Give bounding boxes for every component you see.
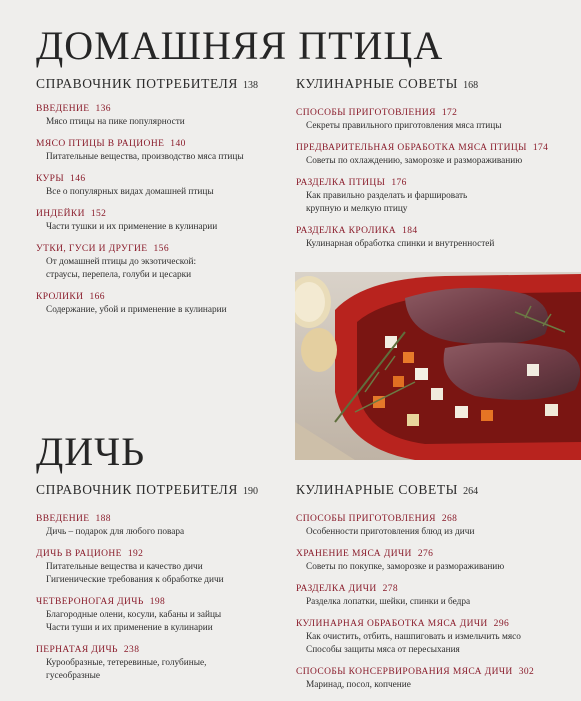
toc-entry-page: 146 [70,174,86,184]
poultry-consumer-page: 138 [243,80,259,91]
apple-half-icon [301,328,337,372]
toc-entry-page: 136 [95,104,111,114]
toc-entry-page: 278 [382,584,399,594]
toc-entry-page: 198 [149,597,166,607]
game-consumer-heading [36,482,258,498]
poultry-culinary-list [296,107,548,260]
roast-dish-photo [295,272,581,460]
toc-entry-title: ХРАНЕНИЕ МЯСА ДИЧИ [296,549,412,559]
toc-entry-title: КРОЛИКИ [36,292,84,302]
toc-entry-description: Курообразные, тетеревиные, голубиные, [46,658,207,668]
toc-entry-title: ВВЕДЕНИЕ [36,514,90,524]
toc-entry-heading [296,548,534,561]
toc-entry [36,644,224,683]
toc-entry-heading [36,103,244,116]
toc-entry-title: СПОСОБЫ ПРИГОТОВЛЕНИЯ [296,108,436,118]
toc-entry [296,513,534,539]
toc-entry-heading [36,243,244,256]
toc-entry-heading [36,173,244,186]
toc-entry-description: гусеобразные [46,671,101,681]
toc-entry [36,138,244,164]
toc-entry-title: КУРЫ [36,174,65,184]
toc-entry-page: 302 [518,667,535,677]
toc-entry [296,548,534,574]
game-culinary-heading [296,482,478,498]
toc-entry-description: Разделка лопатки, шейки, спинки и бедра [306,597,471,607]
poultry-culinary-heading [296,76,478,92]
game-consumer-page: 190 [243,486,259,497]
toc-entry [36,513,224,539]
toc-entry-title: РАЗДЕЛКА ДИЧИ [296,584,377,594]
toc-entry-heading [296,583,534,596]
toc-entry-heading [36,208,244,221]
game-culinary-label: КУЛИНАРНЫЕ СОВЕТЫ [296,482,459,497]
toc-entry [36,548,224,587]
toc-entry [36,291,244,317]
toc-entry-description: Части тушки и их применение в кулинарии [46,222,218,232]
toc-entry-description: Способы защиты мяса от пересыхания [306,645,460,655]
toc-entry-title: СПОСОБЫ ПРИГОТОВЛЕНИЯ [296,514,436,524]
toc-entry-heading [36,644,224,657]
toc-entry-heading [296,107,548,120]
toc-entry-heading [36,291,244,304]
toc-entry-heading [296,225,548,238]
toc-entry-heading [36,513,224,526]
toc-entry [36,173,244,199]
toc-entry [36,596,224,635]
toc-entry-description: Как правильно разделать и фаршировать [306,191,468,201]
toc-entry [296,583,534,609]
game-title: ДИЧЬ [36,429,146,474]
toc-entry-heading [296,142,548,155]
toc-entry-page: 140 [170,139,186,149]
toc-entry-description: Питательные вещества, производство мяса птицы [46,152,244,162]
toc-entry [36,243,244,282]
toc-entry-description: От домашней птицы до экзотической: [46,257,197,267]
toc-entry-heading [296,618,534,631]
toc-entry [296,107,548,133]
toc-entry-heading [296,177,548,190]
toc-entry-description: Содержание, убой и применение в кулинарии [46,305,227,315]
toc-entry [296,666,534,692]
toc-entry-title: ВВЕДЕНИЕ [36,104,90,114]
toc-entry-page: 156 [153,244,169,254]
toc-entry-title: ЧЕТВЕРОНОГАЯ ДИЧЬ [36,597,144,607]
game-culinary-list [296,513,534,701]
toc-entry-heading [36,548,224,561]
game-consumer-list [36,513,224,692]
toc-entry-page: 172 [441,108,458,118]
toc-entry [296,142,548,168]
toc-entry-page: 238 [123,645,140,655]
poultry-consumer-label: СПРАВОЧНИК ПОТРЕБИТЕЛЯ [36,76,239,91]
toc-entry-description: Части туши и их применение в кулинарии [46,623,213,633]
toc-entry-page: 174 [532,143,549,153]
toc-entry [36,103,244,129]
toc-entry-heading [296,666,534,679]
poultry-title: ДОМАШНЯЯ ПТИЦА [36,23,444,68]
toc-entry-title: МЯСО ПТИЦЫ В РАЦИОНЕ [36,139,165,149]
toc-entry-description: Советы по охлаждению, заморозке и размораживанию [306,156,523,166]
toc-entry-title: РАЗДЕЛКА ПТИЦЫ [296,178,386,188]
toc-entry [296,618,534,657]
toc-entry-page: 184 [402,226,418,236]
toc-entry-title: РАЗДЕЛКА КРОЛИКА [296,226,397,236]
toc-entry-page: 188 [95,514,111,524]
toc-entry-description: Мясо птицы на пике популярности [46,117,185,127]
roast-dish-illustration [295,272,581,460]
toc-entry [296,225,548,251]
toc-entry-description: Гигиенические требования к обработке дичи [46,575,224,585]
toc-entry-description: Секреты правильного приготовления мяса птицы [306,121,502,131]
poultry-culinary-label: КУЛИНАРНЫЕ СОВЕТЫ [296,76,459,91]
toc-entry-description: Дичь – подарок для любого повара [46,527,185,537]
toc-entry-title: ПРЕДВАРИТЕЛЬНАЯ ОБРАБОТКА МЯСА ПТИЦЫ [296,143,527,153]
toc-entry-title: ДИЧЬ В РАЦИОНЕ [36,549,122,559]
toc-entry-description: Благородные олени, косули, кабаны и зайцы [46,610,222,620]
toc-entry-page: 296 [493,619,510,629]
toc-entry-heading [36,138,244,151]
poultry-culinary-page: 168 [463,80,479,91]
toc-entry-title: ПЕРНАТАЯ ДИЧЬ [36,645,118,655]
toc-entry-title: КУЛИНАРНАЯ ОБРАБОТКА МЯСА ДИЧИ [296,619,488,629]
carrot-cube [403,352,414,363]
toc-entry-page: 176 [391,178,407,188]
toc-entry-description: Все о популярных видах домашней птицы [46,187,214,197]
toc-entry-page: 152 [90,209,107,219]
game-culinary-page: 264 [463,486,479,497]
toc-entry-heading [296,513,534,526]
toc-entry-title: УТКИ, ГУСИ И ДРУГИЕ [36,244,148,254]
toc-entry-description: крупную и мелкую птицу [306,204,408,214]
toc-entry-description: Питательные вещества и качество дичи [46,562,203,572]
toc-entry-page: 192 [127,549,144,559]
toc-entry [36,208,244,234]
toc-entry-title: СПОСОБЫ КОНСЕРВИРОВАНИЯ МЯСА ДИЧИ [296,667,513,677]
toc-entry-description: Особенности приготовления блюд из дичи [306,527,475,537]
poultry-consumer-heading [36,76,258,92]
toc-entry-description: Кулинарная обработка спинки и внутренностей [306,239,495,249]
toc-entry-description: страусы, перепела, голуби и цесарки [46,270,192,280]
toc-entry-page: 276 [417,549,434,559]
toc-entry-description: Маринад, посол, копчение [306,680,411,690]
toc-entry-description: Как очистить, отбить, нашпиговать и измельчить мясо [306,632,521,642]
poultry-consumer-list [36,103,244,326]
toc-entry-description: Советы по покупке, заморозке и размораживанию [306,562,505,572]
toc-entry-page: 166 [89,292,105,302]
game-consumer-label: СПРАВОЧНИК ПОТРЕБИТЕЛЯ [36,482,239,497]
toc-entry-heading [36,596,224,609]
toc-entry [296,177,548,216]
toc-entry-page: 268 [441,514,458,524]
toc-entry-title: ИНДЕЙКИ [36,209,85,219]
